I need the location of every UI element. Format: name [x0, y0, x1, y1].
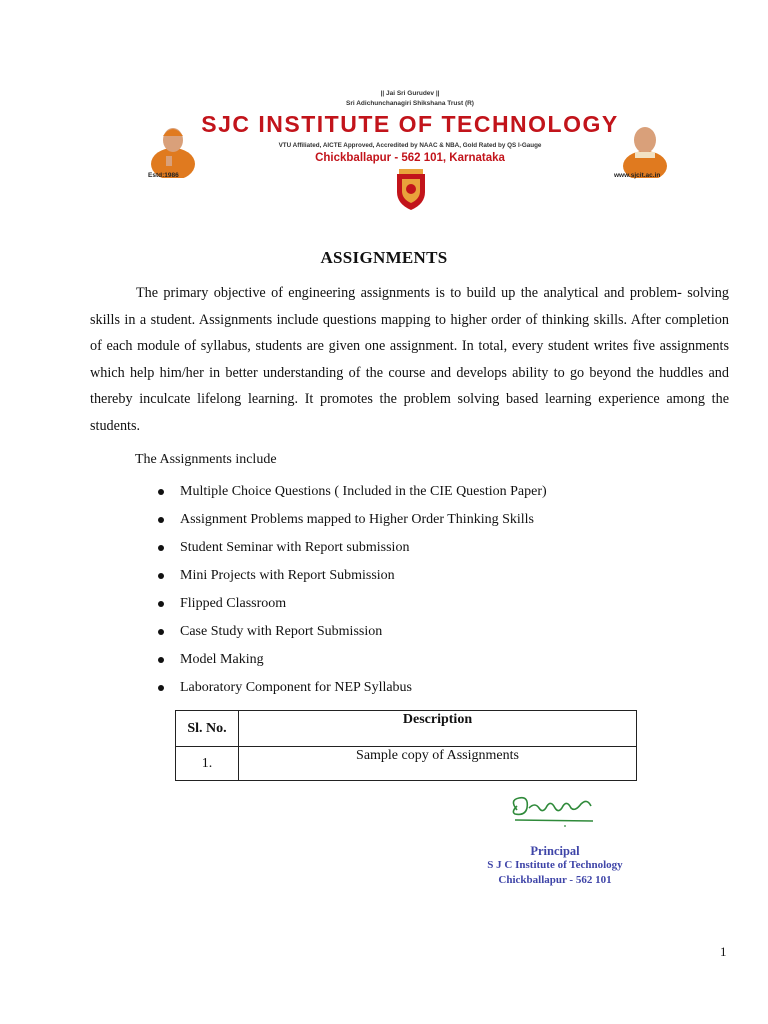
stamp-location: Chickballapur - 562 101 — [498, 874, 612, 886]
list-item — [135, 506, 547, 534]
list-item — [135, 478, 547, 506]
table-cell-description: Sample copy of Assignments — [239, 747, 637, 781]
list-item — [135, 646, 547, 674]
list-item — [135, 562, 547, 590]
institute-emblem-icon — [393, 168, 429, 212]
institute-name: SJC INSTITUTE OF TECHNOLOGY — [201, 111, 619, 137]
letterhead-trust: Sri Adichunchanagiri Shikshana Trust (R) — [346, 100, 474, 107]
list-item-label: Student Seminar with Report submission — [180, 540, 410, 555]
list-item-label: Assignment Problems mapped to Higher Order Thinking Skills — [180, 512, 534, 527]
list-item-label: Mini Projects with Report Submission — [180, 568, 395, 583]
table-cell-sl-no: 1. — [176, 747, 239, 781]
letterhead-accreditation: VTU Affiliated, AICTE Approved, Accredited by NAAC & NBA, Gold Rated by QS I-Gauge — [278, 142, 542, 149]
list-item-label: Model Making — [180, 652, 264, 667]
list-item — [135, 674, 547, 702]
intro-paragraph: The primary objective of engineering assignments is to build up the analytical and problem- solving skills in a student. Assignments include questions mapping to higher order of thinking skills. After completion of each module of syllabus, students are given one assignment. In total, every student writes five assignments which help him/her in better understanding of the course and develops ability to go beyond the huddles and thereby inculcate lifelong learning. It promotes the problem solving based learning experience among the students. — [90, 285, 729, 434]
page-title: ASSIGNMENTS — [320, 248, 448, 267]
principal-signature — [505, 792, 600, 832]
letterhead — [140, 86, 680, 216]
bullet-icon — [158, 573, 164, 579]
bullet-icon — [158, 517, 164, 523]
letterhead-invocation: || Jai Sri Gurudev || — [380, 90, 440, 97]
assignment-types-list — [135, 478, 547, 702]
established-year: Estd:1986 — [148, 172, 179, 179]
bullet-icon — [158, 489, 164, 495]
list-item-label: Flipped Classroom — [180, 596, 287, 611]
column-header-sl-no: Sl. No. — [176, 711, 239, 747]
page-number: 1 — [720, 944, 727, 959]
principal-stamp — [470, 844, 640, 888]
founder-portrait-right — [620, 116, 670, 178]
column-header-description: Description — [239, 711, 637, 747]
list-item — [135, 618, 547, 646]
letterhead-address: Chickballapur - 562 101, Karnataka — [315, 152, 505, 164]
bullet-icon — [158, 685, 164, 691]
list-item-label: Laboratory Component for NEP Syllabus — [180, 680, 413, 695]
bullet-icon — [158, 545, 164, 551]
list-item — [135, 590, 547, 618]
website: www.sjcit.ac.in — [614, 172, 661, 179]
table-header-row — [176, 711, 637, 747]
list-item-label: Case Study with Report Submission — [180, 624, 383, 639]
table-row — [176, 747, 637, 781]
bullet-icon — [158, 629, 164, 635]
list-item-label: Multiple Choice Questions ( Included in the CIE Question Paper) — [180, 484, 547, 499]
list-intro: The Assignments include — [135, 452, 277, 467]
stamp-title: Principal — [530, 844, 580, 858]
list-item — [135, 534, 547, 562]
stamp-institute: S J C Institute of Technology — [487, 859, 623, 871]
bullet-icon — [158, 657, 164, 663]
description-table — [175, 710, 637, 781]
bullet-icon — [158, 601, 164, 607]
